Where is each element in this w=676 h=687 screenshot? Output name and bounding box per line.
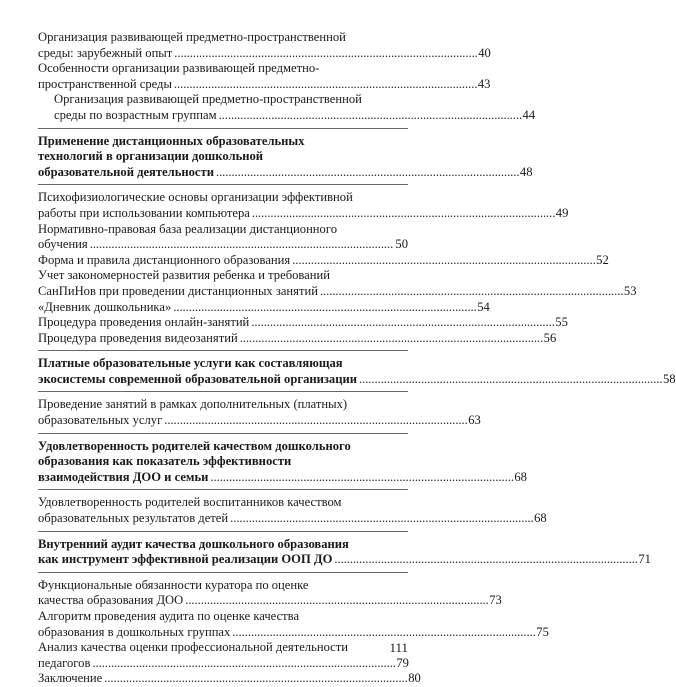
- toc-entry[interactable]: [38, 190, 569, 221]
- toc-page-number: 68: [534, 511, 547, 526]
- toc-page-number: 75: [536, 624, 549, 639]
- dot-leader: [334, 552, 636, 568]
- toc-page-number: 49: [555, 205, 569, 220]
- toc-page-number: 44: [522, 107, 536, 122]
- toc-entry-text: Проведение занятий в рамках дополнительных (платных): [38, 397, 348, 412]
- toc-entry-text: Учет закономерностей развития ребенка и требований: [38, 268, 330, 283]
- toc-entry-text: работы при использовании компьютера: [38, 205, 250, 220]
- toc-entry-text: педагогов: [38, 655, 91, 670]
- dot-leader: [219, 108, 521, 124]
- toc-page-number: 55: [555, 315, 568, 330]
- toc-page-number: 40: [478, 45, 491, 60]
- toc-entry-text: Удовлетворенность родителей качеством дошкольного: [38, 438, 351, 453]
- toc-entry-text: Организация развивающей предметно-пространственной: [54, 92, 362, 107]
- section-divider: [38, 184, 408, 185]
- toc-entry-text: Платные образовательные услуги как составляющая: [38, 356, 343, 371]
- dot-leader: [174, 46, 476, 62]
- toc-entry-text: среды: зарубежный опыт: [38, 45, 173, 60]
- toc-entry-text: обучения: [38, 237, 88, 252]
- toc-entry[interactable]: [38, 222, 408, 253]
- toc-entry-text: Применение дистанционных образовательных: [38, 133, 305, 148]
- toc-entry-text: Функциональные обязанности куратора по оценке: [38, 577, 309, 592]
- toc-entry-text: Особенности организации развивающей предметно-: [38, 61, 320, 76]
- dot-leader: [210, 470, 512, 486]
- section-divider: [38, 128, 408, 129]
- table-of-contents: [38, 30, 676, 687]
- toc-entry[interactable]: [38, 299, 490, 316]
- toc-entry-text: Психофизиологические основы организации эффективной: [38, 190, 353, 205]
- section-divider: [38, 572, 408, 573]
- dot-leader: [164, 413, 466, 429]
- toc-entry-text: среды по возрастным группам: [54, 107, 217, 122]
- toc-entry-text: «Дневник дошкольника»: [38, 299, 172, 314]
- toc-entry-text: образования в дошкольных группах: [38, 624, 231, 639]
- toc-entry[interactable]: [38, 30, 491, 61]
- toc-entry[interactable]: [38, 252, 609, 269]
- dot-leader: [216, 165, 518, 181]
- toc-section-heading[interactable]: [38, 133, 533, 181]
- dot-leader: [185, 593, 487, 609]
- toc-entry[interactable]: [38, 330, 557, 347]
- toc-entry-text: Анализ качества оценки профессиональной деятельности: [38, 640, 349, 655]
- toc-page-number: 80: [408, 671, 421, 686]
- dot-leader: [232, 625, 534, 641]
- toc-entry-text: Процедура проведения видеозанятий: [38, 330, 238, 345]
- toc-entry-text: Удовлетворенность родителей воспитанников качеством: [38, 495, 342, 510]
- toc-section-heading[interactable]: [38, 536, 651, 568]
- toc-entry[interactable]: [38, 315, 568, 331]
- toc-page-number: 63: [468, 413, 481, 428]
- dot-leader: [292, 253, 594, 269]
- toc-entry[interactable]: [38, 495, 547, 526]
- dot-leader: [173, 300, 475, 316]
- dot-leader: [90, 237, 394, 253]
- toc-entry-text: технологий в организации дошкольной: [38, 149, 264, 164]
- dot-leader: [252, 206, 554, 222]
- toc-entry-text: Нормативно-правовая база реализации дистанционного: [38, 221, 337, 236]
- toc-page-number: 53: [623, 283, 637, 298]
- toc-section-heading[interactable]: [38, 438, 527, 486]
- toc-page-number: 79: [396, 655, 409, 670]
- toc-entry[interactable]: [38, 268, 637, 299]
- toc-entry-text: Внутренний аудит качества дошкольного образования: [38, 536, 349, 551]
- section-divider: [38, 433, 408, 434]
- dot-leader: [104, 671, 406, 687]
- dot-leader: [240, 331, 542, 347]
- toc-entry-text: образования как показатель эффективности: [38, 454, 292, 469]
- section-divider: [38, 391, 408, 392]
- section-divider: [38, 350, 408, 351]
- dot-leader: [251, 315, 553, 331]
- toc-page-number: 48: [519, 164, 533, 179]
- toc-entry[interactable]: [38, 640, 408, 671]
- toc-section-heading[interactable]: [38, 356, 676, 387]
- toc-entry-text: экосистемы современной образовательной организации: [38, 371, 358, 386]
- toc-entry-text: СанПиНов при проведении дистанционных занятий: [38, 283, 318, 298]
- dot-leader: [359, 372, 661, 388]
- toc-entry-text: Алгоритм проведения аудита по оценке качества: [38, 609, 300, 623]
- dot-leader: [174, 77, 476, 93]
- toc-entry[interactable]: [38, 92, 536, 123]
- toc-page-number: 43: [477, 76, 491, 91]
- toc-entry-text: образовательных услуг: [38, 413, 163, 428]
- toc-entry[interactable]: [38, 609, 549, 640]
- toc-entry-text: Заключение: [38, 671, 103, 686]
- section-divider: [38, 531, 408, 532]
- toc-page-number: 50: [395, 237, 408, 252]
- toc-entry-text: пространственной среды: [38, 76, 172, 91]
- toc-entry-text: образовательной деятельности: [38, 164, 214, 179]
- toc-entry[interactable]: [38, 397, 481, 428]
- toc-page-number: 71: [638, 552, 651, 567]
- toc-page-number: 68: [514, 469, 527, 484]
- page-number: 111: [389, 640, 408, 655]
- toc-entry[interactable]: [38, 671, 421, 687]
- toc-entry-text: образовательных результатов детей: [38, 511, 229, 526]
- dot-leader: [230, 511, 532, 527]
- toc-page-number: 58: [662, 371, 676, 386]
- toc-entry-text: Форма и правила дистанционного образования: [38, 252, 291, 267]
- toc-entry-text: взаимодействия ДОО и семьи: [38, 469, 209, 484]
- section-divider: [38, 489, 408, 490]
- toc-page-number: 56: [543, 330, 557, 345]
- toc-entry-text: качества образования ДОО: [38, 593, 184, 608]
- toc-page-number: 54: [477, 299, 490, 314]
- toc-entry-text: как инструмент эффективной реализации ООП ДО: [38, 552, 333, 567]
- toc-page-number: 73: [489, 593, 502, 608]
- toc-page-number: 52: [596, 252, 609, 267]
- toc-entry[interactable]: [38, 577, 502, 609]
- toc-entry[interactable]: [38, 61, 491, 92]
- dot-leader: [320, 284, 622, 300]
- dot-leader: [92, 656, 394, 672]
- toc-entry-text: Организация развивающей предметно-пространственной: [38, 30, 346, 44]
- toc-entry-text: Процедура проведения онлайн-занятий: [38, 315, 250, 330]
